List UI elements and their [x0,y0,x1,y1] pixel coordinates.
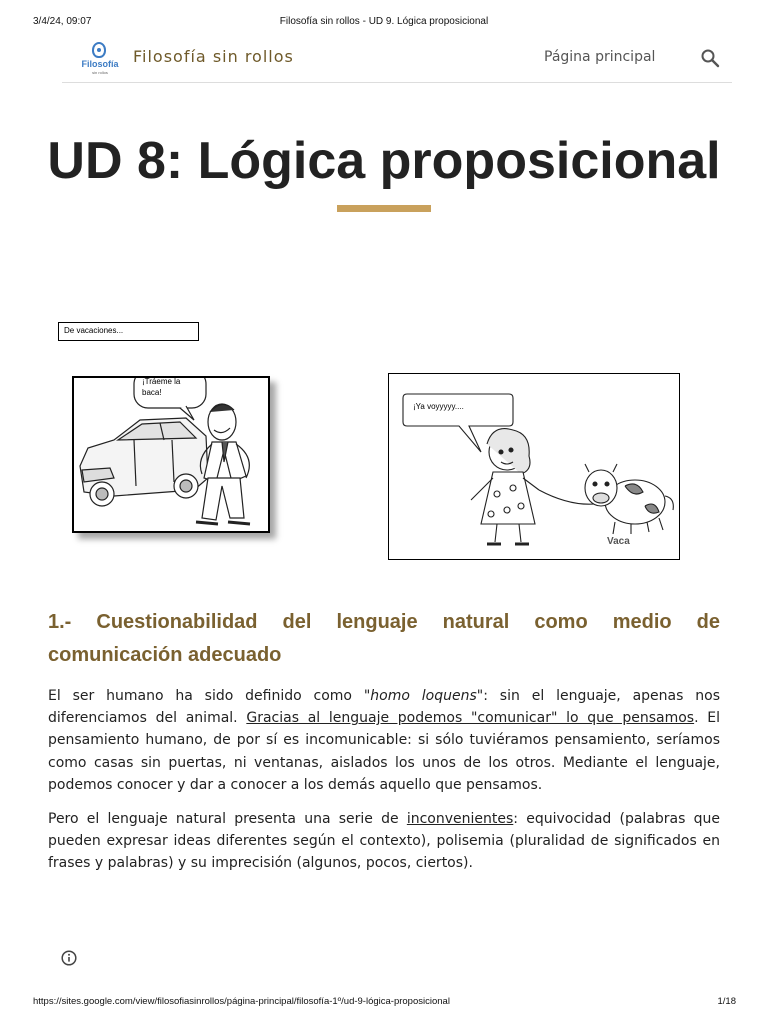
print-header [0,16,768,30]
section-heading: 1.- Cuestionabilidad del lenguaje natural como medio de comunicación adecuado [48,611,720,666]
comic-panel-car [72,376,270,533]
logo-name: Filosofía [81,59,119,69]
logo-subtitle: sin rollos [92,70,108,75]
p1-text-c: : sin el lenguaje, apenas nos diferenciamos del animal. [48,688,720,727]
cow-label: Vaca [607,536,630,547]
car-man-illustration [74,378,270,533]
site-header [62,36,732,83]
nav-home-link[interactable]: Página principal [544,49,656,65]
p2-text-c: : equivocidad (palabras que pueden expresar ideas diferentes según el contexto), polisemia (pluralidad de significados en frases y palabras) y su imprecisión (algunos, pocos, ciertos). [48,811,720,872]
site-logo[interactable] [78,42,122,74]
paragraph-inconvenientes [48,808,720,875]
search-icon[interactable] [700,48,720,68]
paragraph-homo-loquens [48,685,720,796]
p1-term-homo-loquens: "homo loquens" [363,688,484,704]
comic-caption: De vacaciones... [58,322,199,341]
p2-text-a: Pero el lenguaje natural presenta una serie de [48,811,407,827]
print-footer [0,996,768,1010]
print-page-number: 1/18 [717,996,736,1007]
print-page-title: Filosofía sin rollos - UD 9. Lógica proposicional [279,16,489,27]
site-title-link[interactable]: Filosofía sin rollos [133,47,294,66]
bubble-girl: ¡Ya voyyyyy.... [413,402,464,411]
p1-underlined-phrase: Gracias al lenguaje podemos "comunicar" lo que pensamos [246,710,695,727]
p2-underlined-term: inconvenientes [406,811,514,827]
print-datetime: 3/4/24, 09:07 [33,16,92,27]
comic-panel-cow [388,373,680,560]
bubble-man-line2: baca! [142,388,162,397]
page-title: UD 8: Lógica proposicional [47,132,721,190]
logo-drop-icon [92,42,106,58]
title-accent-bar [337,205,431,212]
p1-text-e: . El pensamiento humano, de por sí es incomunicable: si sólo tuviéramos pensamiento, seríamos como casas sin puertas, ni ventanas, aislados los unos de los otros. Mediante el lenguaje, podemos conocer y dar a conocer a los demás aquello que pensamos. [48,710,721,793]
print-url: https://sites.google.com/view/filosofiasinrollos/página-principal/filosofía-1º/ud-9-lógica-proposicional [33,996,450,1007]
info-icon[interactable] [61,950,77,966]
p1-text-a: El ser humano ha sido definido como [48,688,364,704]
bubble-man-line1: ¡Tráeme la [142,377,181,386]
